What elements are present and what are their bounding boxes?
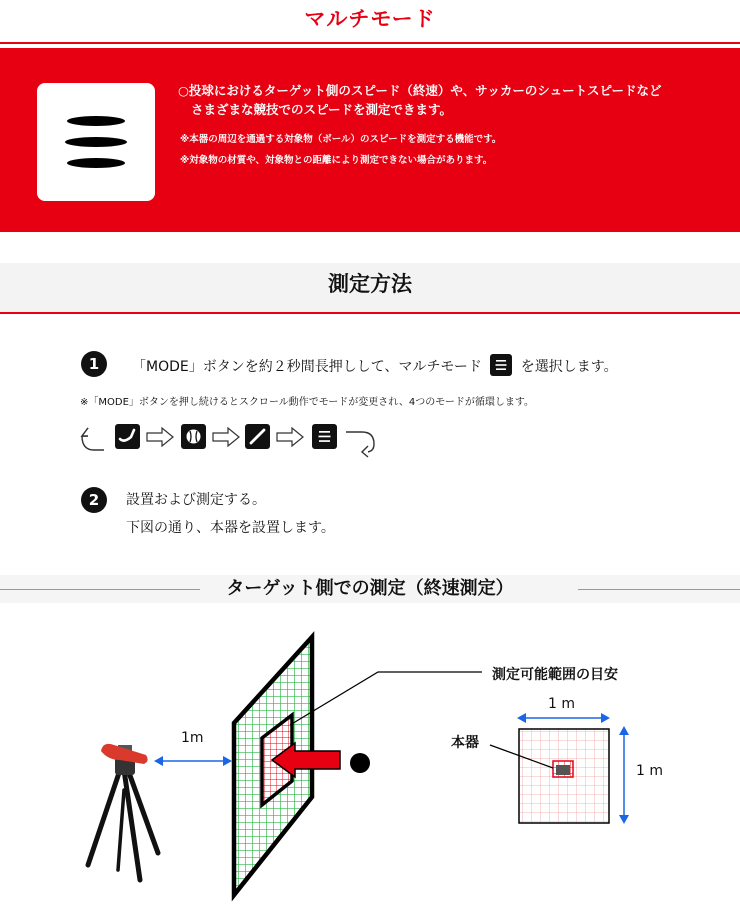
arrow-right-icon xyxy=(146,427,174,447)
page-title: マルチモード xyxy=(304,7,436,31)
header-divider xyxy=(0,42,740,44)
arrow-right-icon xyxy=(212,427,240,447)
golf-icon xyxy=(115,424,140,449)
intro-text xyxy=(178,81,718,119)
intro-panel xyxy=(0,48,740,232)
device-front xyxy=(556,765,570,775)
method-divider xyxy=(0,312,740,314)
device-label: 本器 xyxy=(451,735,479,751)
width-arrow xyxy=(517,713,610,723)
step-1-text xyxy=(132,356,618,378)
step-1-note: ※「MODE」ボタンを押し続けるとスクロール動作でモードが変更され、4つのモードが循環します。 xyxy=(80,397,535,408)
intro-line-2: さまざまな競技でのスピードを測定できます。 xyxy=(191,102,453,117)
baseball-icon xyxy=(181,424,206,449)
step-2-badge: 2 xyxy=(81,487,107,513)
setup-diagram xyxy=(0,605,740,910)
method-title: 測定方法 xyxy=(328,272,412,296)
range-label: 測定可能範囲の目安 xyxy=(492,667,618,683)
method-heading xyxy=(0,263,740,313)
height-arrow xyxy=(619,726,629,824)
width-label: 1 m xyxy=(548,696,575,712)
step-1-badge: 1 xyxy=(81,351,107,377)
multi-mode-icon xyxy=(37,83,155,201)
step-2-line-1: 設置および測定する。 xyxy=(126,492,266,508)
step-1-text-after: を選択します。 xyxy=(520,359,618,375)
distance-label: 1m xyxy=(181,730,204,746)
cycle-start-arrow-icon xyxy=(78,424,108,454)
arrow-right-icon xyxy=(276,427,304,447)
multi-icon xyxy=(312,424,337,449)
step-1-text-before: 「MODE」ボタンを約２秒間長押しして、マルチモード xyxy=(132,359,482,375)
intro-note-1: ※本器の周辺を通過する対象物（ボール）のスピードを測定する機能です。 xyxy=(180,134,502,145)
intro-note-2: ※対象物の材質や、対象物との距離により測定できない場合があります。 xyxy=(180,155,493,166)
cycle-end-arrow-icon xyxy=(344,424,378,458)
callout-leader xyxy=(290,672,482,725)
height-label: 1 m xyxy=(636,763,663,779)
inline-multi-icon xyxy=(490,354,512,376)
section-title: ターゲット側での測定（終速測定） xyxy=(0,575,740,603)
distance-arrow xyxy=(154,756,232,766)
step-2-line-2: 下図の通り、本器を設置します。 xyxy=(126,520,335,536)
header xyxy=(0,0,740,38)
tripod xyxy=(88,744,158,880)
bat-icon xyxy=(245,424,270,449)
intro-line-1: ○投球におけるターゲット側のスピード（終速）や、サッカーのシュートスピードなど xyxy=(178,83,662,98)
ball xyxy=(350,753,370,773)
